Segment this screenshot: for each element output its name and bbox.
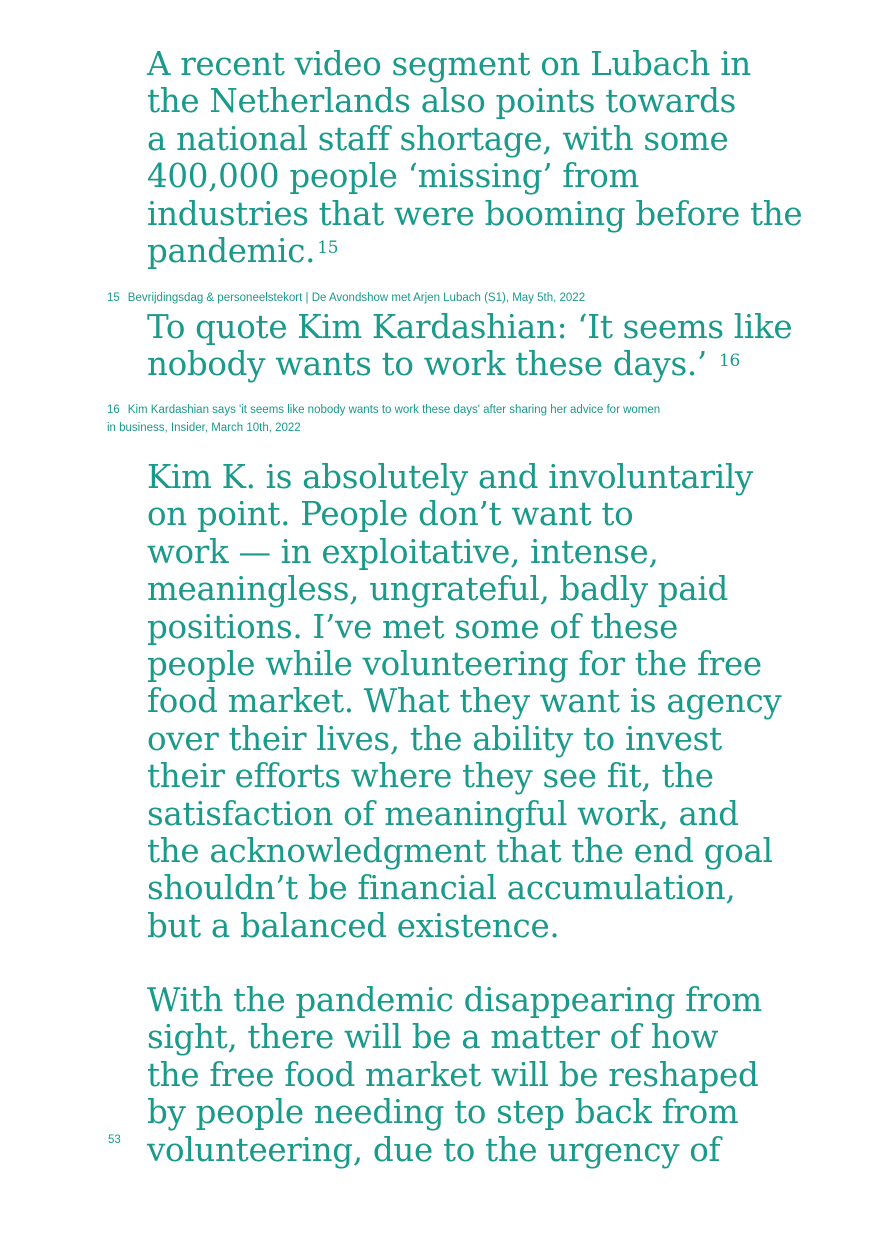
footnote-line: [107, 401, 827, 419]
text-line: volunteering, due to the urgency of: [147, 1130, 721, 1169]
paragraph-lubach: [147, 46, 847, 270]
footnote-line: in business, Insider, March 10th, 2022: [107, 422, 301, 434]
text-line: A recent video segment on Lubach in: [147, 45, 751, 83]
text-line: [147, 233, 847, 270]
text-line: Kim K. is absolutely and involuntarily: [147, 458, 753, 496]
footnote-16: [107, 401, 827, 437]
text-line: the free food market will be reshaped: [147, 1055, 759, 1094]
text-line: a national staff shortage, with some: [147, 119, 729, 158]
text-line: To quote Kim Kardashian: ‘It seems like: [147, 308, 793, 346]
text-line: by people needing to step back from: [147, 1093, 739, 1132]
paragraph-kardashian-quote: [147, 309, 847, 384]
paragraph-pandemic: [147, 982, 847, 1169]
text-line: shouldn’t be financial accumulation,: [147, 869, 736, 908]
footnote-number: 15: [107, 292, 120, 304]
page-number: 53: [108, 1134, 121, 1146]
text-line: the acknowledgment that the end goal: [147, 832, 773, 871]
text-line: satisfaction of meaningful work, and: [147, 794, 739, 833]
text-line: but a balanced existence.: [147, 906, 560, 945]
text-line-content: pandemic.: [147, 232, 316, 271]
text-line: on point. People don’t want to: [147, 495, 634, 534]
text-line: the Netherlands also points towards: [147, 82, 736, 121]
text-line: work — in exploitative, intense,: [147, 532, 659, 571]
footnote-ref-16[interactable]: 16: [718, 351, 740, 372]
paragraph-kim-k: [147, 459, 847, 945]
text-line-content: nobody wants to work these days.’: [147, 345, 707, 384]
text-line: [147, 346, 847, 383]
text-line: meaningless, ungrateful, badly paid: [147, 570, 728, 609]
text-line: positions. I’ve met some of these: [147, 607, 679, 646]
text-line: 400,000 people ‘missing’ from: [147, 157, 640, 196]
text-line: their efforts where they see fit, the: [147, 757, 714, 796]
footnote-number: 16: [107, 404, 120, 416]
text-line: food market. What they want is agency: [147, 682, 782, 721]
text-line: sight, there will be a matter of how: [147, 1018, 719, 1057]
text-line: over their lives, the ability to invest: [147, 719, 722, 758]
text-line: people while volunteering for the free: [147, 645, 762, 684]
text-line: With the pandemic disappearing from: [147, 981, 762, 1019]
footnote-15: [107, 289, 827, 307]
footnote-text: Bevrijdingsdag & personeelstekort | De Avondshow met Arjen Lubach (S1), May 5th, 2022: [127, 292, 586, 304]
footnote-text: Kim Kardashian says 'it seems like nobody wants to work these days' after sharing her advice for women: [127, 404, 661, 416]
text-line: industries that were booming before the: [147, 194, 803, 233]
footnote-ref-15[interactable]: 15: [317, 238, 339, 259]
